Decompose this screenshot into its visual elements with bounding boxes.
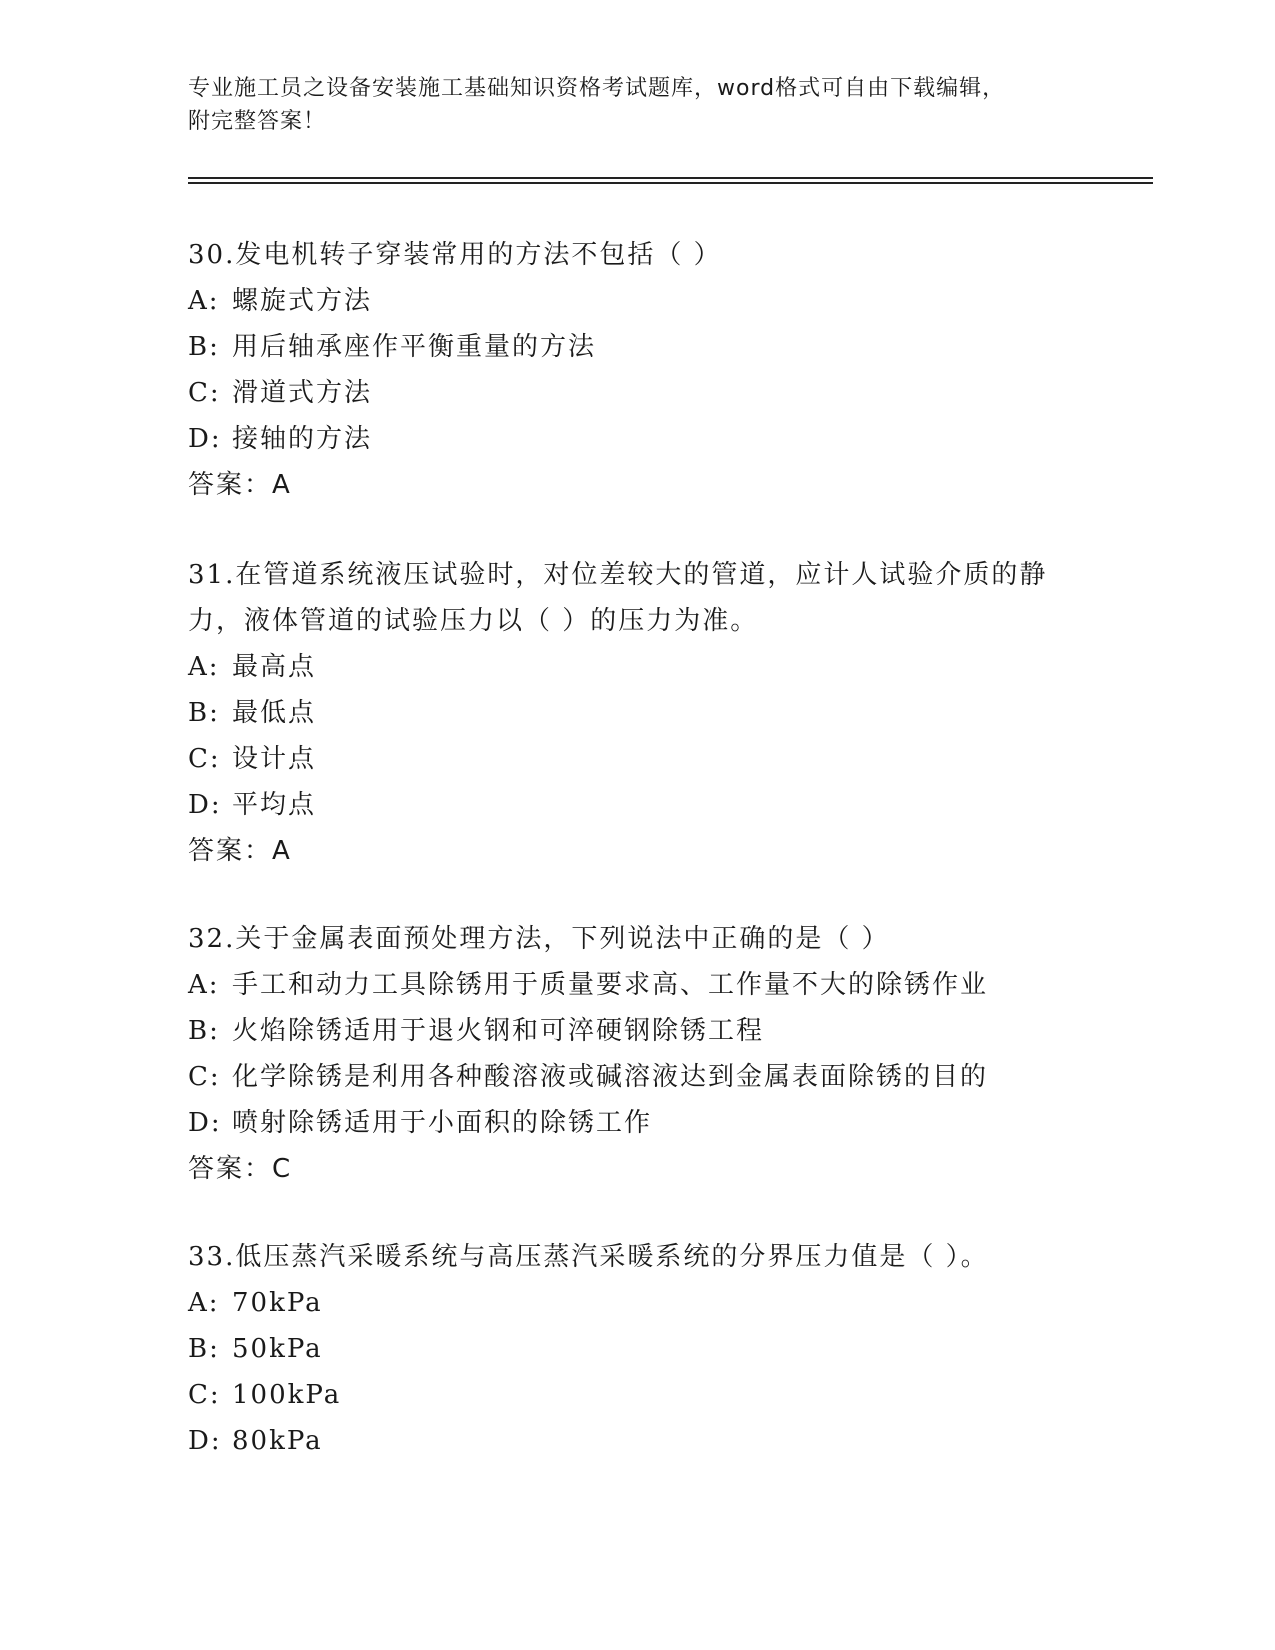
option-b	[188, 690, 1088, 736]
document-header	[188, 72, 1068, 138]
option-text: 用后轴承座作平衡重量的方法	[232, 332, 597, 362]
option-key: D:	[188, 1426, 222, 1456]
option-b	[188, 1008, 1088, 1054]
option-key: C:	[188, 378, 221, 408]
option-d	[188, 1418, 1088, 1464]
option-key: A:	[188, 1288, 220, 1318]
option-text: 接轴的方法	[232, 424, 373, 454]
option-key: D:	[188, 424, 222, 454]
option-d	[188, 1100, 1088, 1146]
option-key: D:	[188, 790, 222, 820]
option-text: 火焰除锈适用于退火钢和可淬硬钢除锈工程	[232, 1016, 765, 1046]
option-text: 50kPa	[232, 1334, 323, 1364]
option-key: A:	[188, 286, 220, 316]
option-key: B:	[188, 698, 220, 728]
option-d	[188, 782, 1088, 828]
option-c	[188, 1372, 1088, 1418]
question-stem-line-1: 31.在管道系统液压试验时，对位差较大的管道，应计人试验介质的静	[188, 560, 1048, 590]
option-a	[188, 644, 1088, 690]
question-stem-line-2: 力，液体管道的试验压力以（ ）的压力为准。	[188, 606, 759, 636]
option-c	[188, 736, 1088, 782]
question-32	[188, 916, 1088, 1192]
option-text: 最高点	[232, 652, 317, 682]
answer-line: 答案：C	[188, 1154, 293, 1184]
option-text: 化学除锈是利用各种酸溶液或碱溶液达到金属表面除锈的目的	[232, 1062, 989, 1092]
option-key: B:	[188, 1334, 220, 1364]
question-31	[188, 552, 1088, 874]
option-key: C:	[188, 1062, 221, 1092]
question-stem: 33.低压蒸汽采暖系统与高压蒸汽采暖系统的分界压力值是（ ）。	[188, 1242, 989, 1272]
option-c	[188, 1054, 1088, 1100]
option-key: A:	[188, 970, 220, 1000]
option-text: 最低点	[232, 698, 317, 728]
option-key: C:	[188, 744, 221, 774]
option-a	[188, 1280, 1088, 1326]
question-stem: 30.发电机转子穿装常用的方法不包括（ ）	[188, 240, 722, 270]
header-line-1: 专业施工员之设备安装施工基础知识资格考试题库，word格式可自由下载编辑，	[188, 76, 1006, 101]
option-b	[188, 1326, 1088, 1372]
option-text: 100kPa	[232, 1380, 342, 1410]
option-a	[188, 962, 1088, 1008]
option-text: 设计点	[232, 744, 317, 774]
answer-line: 答案：A	[188, 470, 292, 500]
question-stem: 32.关于金属表面预处理方法，下列说法中正确的是（ ）	[188, 924, 890, 954]
option-text: 螺旋式方法	[232, 286, 373, 316]
option-c	[188, 370, 1088, 416]
option-text: 滑道式方法	[232, 378, 373, 408]
option-key: C:	[188, 1380, 221, 1410]
option-a	[188, 278, 1088, 324]
option-key: A:	[188, 652, 220, 682]
option-b	[188, 324, 1088, 370]
question-30	[188, 232, 1088, 508]
answer-line: 答案：A	[188, 836, 292, 866]
option-text: 平均点	[232, 790, 317, 820]
option-text: 手工和动力工具除锈用于质量要求高、工作量不大的除锈作业	[232, 970, 989, 1000]
header-divider-bottom	[188, 182, 1153, 184]
option-key: D:	[188, 1108, 222, 1138]
option-key: B:	[188, 332, 220, 362]
header-divider-top	[188, 177, 1153, 179]
option-d	[188, 416, 1088, 462]
option-key: B:	[188, 1016, 220, 1046]
option-text: 70kPa	[232, 1288, 323, 1318]
question-33	[188, 1234, 1088, 1464]
option-text: 80kPa	[232, 1426, 323, 1456]
option-text: 喷射除锈适用于小面积的除锈工作	[232, 1108, 653, 1138]
header-line-2: 附完整答案！	[188, 109, 327, 134]
